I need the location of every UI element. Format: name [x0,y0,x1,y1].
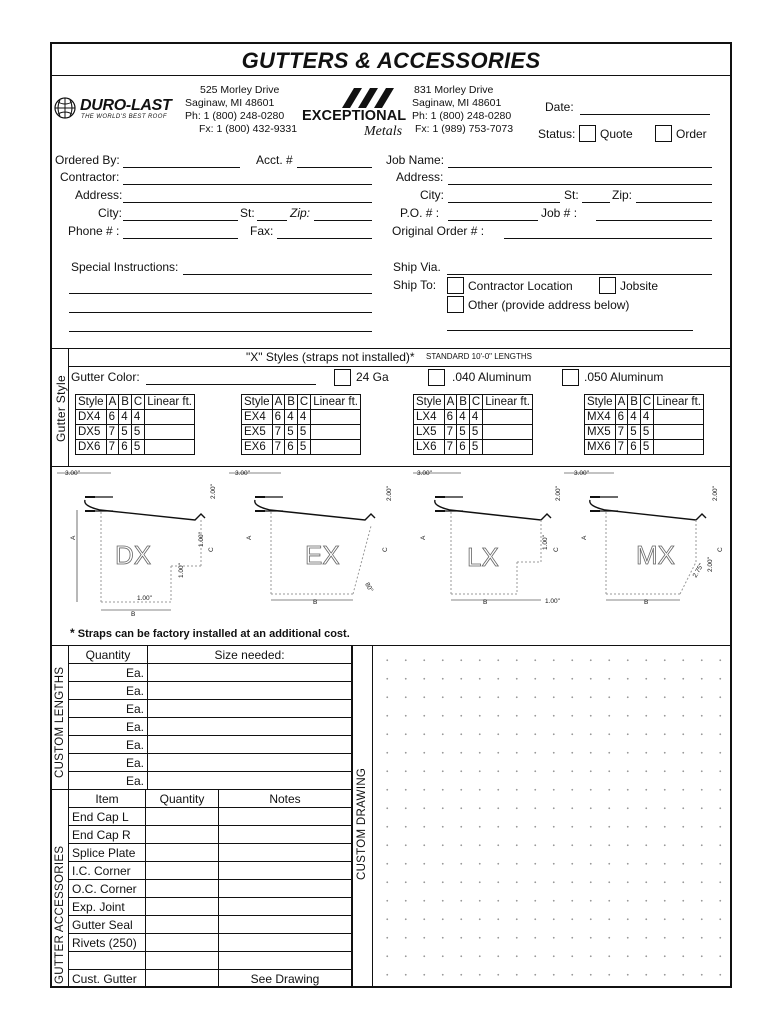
svg-text:1.00": 1.00" [178,563,185,578]
contractor-location-label: Contractor Location [468,279,573,293]
zip-field[interactable] [314,220,372,221]
dx-style-table: Style A B C Linear ft. DX4 6 4 4 DX5 7 5 5 DX6 7 6 5 [75,394,195,455]
divider [352,645,353,988]
mx-profile-drawing [560,466,730,626]
job-city-field[interactable] [448,202,560,203]
job-no-field[interactable] [596,220,712,221]
dx-profile-drawing [55,466,225,626]
svg-text:2.00": 2.00" [712,486,719,501]
svg-text:C: C [553,547,560,552]
050-aluminum-checkbox[interactable] [562,369,579,386]
svg-text:3.00": 3.00" [235,470,250,477]
table-row: Splice Plate [69,844,352,862]
special-instructions-line[interactable] [69,331,372,332]
table-row: I.C. Corner [69,862,352,880]
acct-field[interactable] [297,167,372,168]
custom-drawing-label: CUSTOM DRAWING [356,767,368,880]
divider [372,645,373,988]
table-row: EX4 6 4 4 [242,410,361,425]
svg-text:LX: LX [467,542,499,572]
table-row: O.C. Corner [69,880,352,898]
svg-text:B: B [644,599,649,606]
date-label: Date: [545,100,574,114]
table-row: Exp. Joint [69,898,352,916]
table-row: DX5 7 5 5 [76,425,195,440]
phone-field[interactable] [123,238,238,239]
table-row: LX4 6 4 4 [414,410,533,425]
job-no-label: Job # : [541,206,578,220]
svg-text:1.00": 1.00" [137,595,152,602]
fax-field[interactable] [277,238,372,239]
table-row: MX6 7 6 5 [585,440,704,455]
gutter-accessories-label: GUTTER ACCESSORIES [54,845,66,984]
table-row: EX6 7 6 5 [242,440,361,455]
svg-text:3.00": 3.00" [417,470,432,477]
lx-style-table: Style A B C Linear ft. LX4 6 4 4 LX5 7 5 5 LX6 7 6 5 [413,394,533,455]
x-styles-header: "X" Styles (straps not installed)* [246,350,415,364]
status-label: Status: [538,127,576,141]
duro-address: 525 Morley Drive Saginaw, MI 48601 Ph: 1 (800) 248-0280 Fx: 1 (800) 432-9331 [185,84,298,135]
job-st-label: St: [564,188,579,202]
contractor-location-checkbox[interactable] [447,277,464,294]
svg-text:C: C [208,547,215,552]
svg-text:2.00": 2.00" [386,486,393,501]
24ga-checkbox[interactable] [334,369,351,386]
st-field[interactable] [257,220,287,221]
accessories-table [68,789,352,988]
job-name-label: Job Name: [386,153,445,167]
other-label: Other (provide address below) [468,298,630,312]
po-label: P.O. # : [400,206,440,220]
ship-to-label: Ship To: [393,278,437,292]
svg-text:MX: MX [636,540,675,570]
order-checkbox[interactable] [655,125,672,142]
svg-text:A: A [581,535,588,540]
ex-profile-drawing [225,466,405,626]
fax-label: Fax: [250,224,274,238]
zip-label: Zip: [290,206,311,220]
jobsite-label: Jobsite [620,279,659,293]
gutter-color-field[interactable] [146,384,316,385]
table-row: Ea. [69,718,352,736]
24ga-label: 24 Ga [356,370,389,384]
date-field[interactable] [580,114,710,115]
item-header: Item [69,790,146,808]
svg-text:C: C [717,547,724,552]
svg-text:DX: DX [115,540,152,570]
ordered-by-label: Ordered By: [55,153,120,167]
table-row: MX4 6 4 4 [585,410,704,425]
svg-text:C: C [382,547,389,552]
custom-lengths-label: CUSTOM LENGTHS [54,666,66,778]
table-row: Ea. [69,664,352,682]
divider [50,348,732,349]
svg-text:2.00": 2.00" [210,484,217,499]
ordered-by-field[interactable] [123,167,240,168]
special-instructions-line[interactable] [69,293,372,294]
custom-drawing-grid[interactable] [374,647,730,987]
special-instructions-line[interactable] [69,312,372,313]
quantity-header: Quantity [69,646,148,664]
svg-text:3.00": 3.00" [65,470,80,477]
svg-text:2.00": 2.00" [707,557,714,572]
svg-text:2.00": 2.00" [555,486,562,501]
svg-text:A: A [246,535,253,540]
svg-text:3.00": 3.00" [574,470,589,477]
job-zip-label: Zip: [612,188,633,202]
svg-text:B: B [313,599,318,606]
table-row: LX6 7 6 5 [414,440,533,455]
other-address-field[interactable] [447,330,693,331]
table-row: Ea. [69,754,352,772]
phone-label: Phone # : [68,224,120,238]
table-row [69,952,352,970]
table-row: End Cap L [69,808,352,826]
exceptional-address: 831 Morley Drive Saginaw, MI 48601 Ph: 1 (800) 248-0280 Fx: 1 (989) 753-7073 [412,84,514,135]
special-instructions-field[interactable] [183,274,372,275]
table-row: Cust. Gutter See Drawing [69,970,352,988]
050-aluminum-label: .050 Aluminum [584,370,664,384]
quote-label: Quote [600,127,633,141]
acct-label: Acct. # [256,153,293,167]
address-label: Address: [75,188,123,202]
svg-text:B: B [131,611,136,618]
svg-text:2.75": 2.75" [691,562,706,579]
table-row: MX5 7 5 5 [585,425,704,440]
contractor-label: Contractor: [60,170,120,184]
ship-via-label: Ship Via. [393,260,441,274]
table-row: LX5 7 5 5 [414,425,533,440]
duro-last-logo: DURO-LAST THE WORLD'S BEST ROOF [54,97,184,127]
address-field[interactable] [123,202,372,203]
040-aluminum-label: .040 Aluminum [452,370,532,384]
job-address-label: Address: [396,170,444,184]
svg-text:1.00": 1.00" [198,532,205,547]
svg-text:A: A [70,535,77,540]
ship-via-field[interactable] [447,274,712,275]
mx-style-table: Style A B C Linear ft. MX4 6 4 4 MX5 7 5 5 MX6 7 6 5 [584,394,704,455]
orig-order-field[interactable] [504,238,712,239]
040-aluminum-checkbox[interactable] [428,369,445,386]
quantity-header: Quantity [146,790,219,808]
city-label: City: [98,206,122,220]
table-row: Ea. [69,736,352,754]
gutter-style-label: Gutter Style [54,375,68,442]
svg-text:1.00": 1.00" [542,535,549,550]
table-row: Rivets (250) [69,934,352,952]
ex-style-table: Style A B C Linear ft. EX4 6 4 4 EX5 7 5 5 EX6 7 6 5 [241,394,361,455]
divider [50,75,732,76]
straps-note: * Straps can be factory installed at an additional cost. [70,626,350,640]
job-st-field[interactable] [582,202,610,203]
other-checkbox[interactable] [447,296,464,313]
contractor-field[interactable] [123,184,372,185]
st-label: St: [240,206,255,220]
order-label: Order [676,127,707,141]
metals-logo-icon [340,86,400,110]
divider [68,366,732,367]
svg-text:B: B [483,599,488,606]
svg-text:EX: EX [305,540,340,570]
table-row: Ea. [69,772,352,790]
table-row: EX5 7 5 5 [242,425,361,440]
standard-lengths-note: STANDARD 10'-0" LENGTHS [426,352,533,361]
form-title: GUTTERS & ACCESSORIES [241,48,541,73]
custom-lengths-table [68,645,352,790]
svg-text:1.00": 1.00" [545,598,560,605]
globe-icon [54,97,78,119]
table-row: Ea. [69,682,352,700]
table-row: DX4 6 4 4 [76,410,195,425]
po-field[interactable] [448,220,538,221]
jobsite-checkbox[interactable] [599,277,616,294]
table-row: End Cap R [69,826,352,844]
table-row: Gutter Seal [69,916,352,934]
table-row: DX6 7 6 5 [76,440,195,455]
lx-profile-drawing [405,466,575,626]
svg-text:A: A [420,535,427,540]
job-address-field[interactable] [448,184,712,185]
quote-checkbox[interactable] [579,125,596,142]
job-name-field[interactable] [448,167,712,168]
job-city-label: City: [420,188,444,202]
job-zip-field[interactable] [636,202,712,203]
size-needed-header: Size needed: [148,646,352,664]
orig-order-label: Original Order # : [392,224,485,238]
gutter-color-label: Gutter Color: [71,370,140,384]
exceptional-metals-logo: EXCEPTIONAL Metals [300,86,418,148]
svg-text:80°: 80° [363,581,375,594]
special-instructions-label: Special Instructions: [71,260,179,274]
notes-header: Notes [219,790,352,808]
table-row: Ea. [69,700,352,718]
city-field[interactable] [123,220,238,221]
